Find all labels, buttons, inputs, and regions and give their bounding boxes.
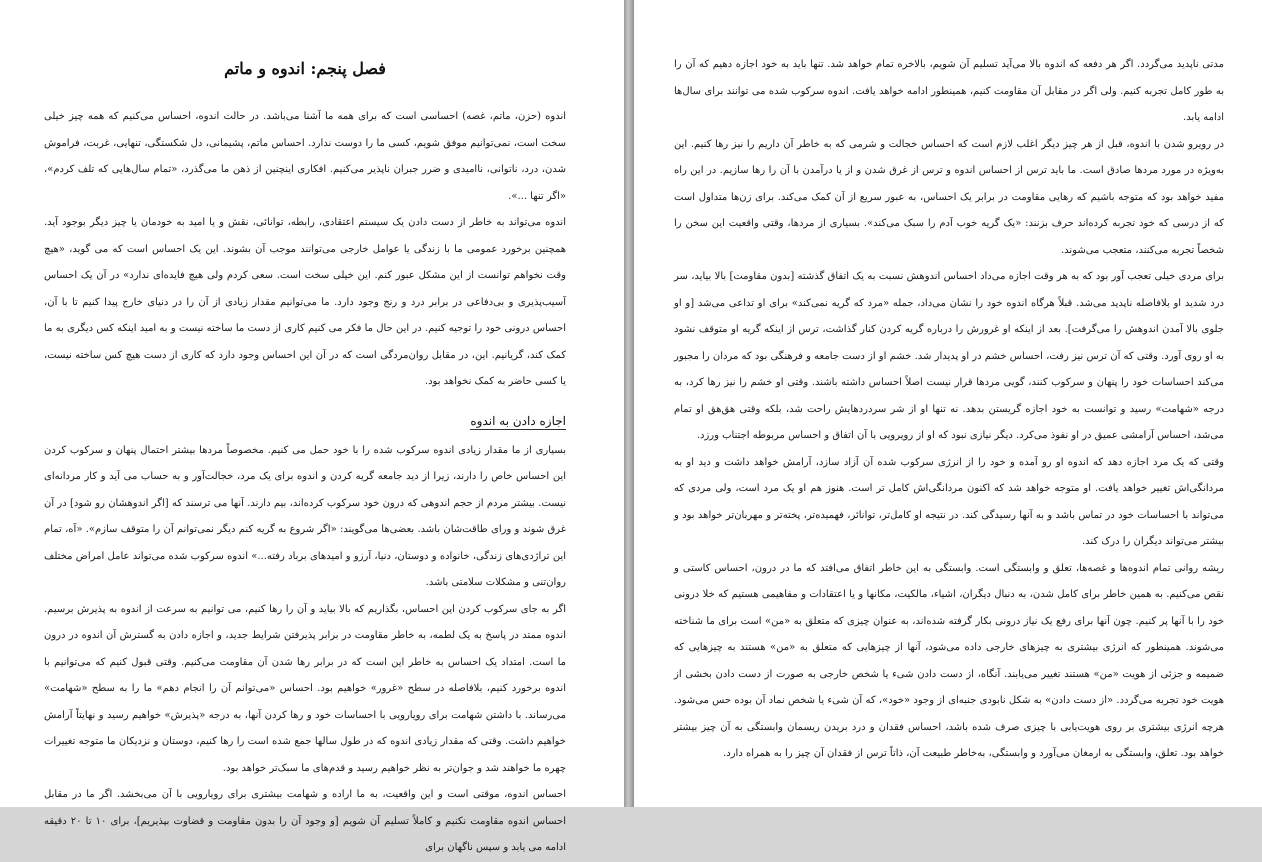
section-heading	[44, 408, 566, 434]
paragraph: ریشه روانی تمام اندوه‌ها و غصه‌ها، تعلق و وابستگی است. وابستگی به این خاطر اتفاق می‌افتد که ما در درون، احساس کاستی و نقص می‌کنیم. به همین خاطر برای کامل شدن، به دنبال دیگران، اشیاء، مالکیت، مکانها و یا اعتقادات و مفاهیمی هستیم که خلا درونی خود را با آنها پر کنیم. چون آنها برای رفع یک نیاز درونی بکار گرفته شده‌اند، به عنوان چیزی که متعلق به «من» است برای ما شناخته می‌شوند. همینطور که انرژی بیشتری به چیزهای خارجی داده می‌شود، آنها از چیزهایی که متعلق به «من» هستند به چیزهایی که ضمیمه و جزئی از هویت «من» هستند تغییر می‌یابند. آنگاه، از دست دادن شیء یا شخص خارجی به صورت از دست دادن بخشی از هویت خود تجربه می‌گردد. «از دست دادن» به شکل نابودی جنبه‌ای از وجود «خود»، که آن شیء یا شخص نماد آن بوده حس می‌شود. هرچه انرژی بیشتری بر روی هویت‌یابی با چیزی صرف شده باشد، احساس فقدان و درد بریدن ریسمان وابستگی به آن چیز بیشتر خواهد بود. تعلق، وابستگی به ارمغان می‌آورد و وابستگی، به‌خاطر طبیعت آن، ذاتاً ترس از فقدان آن چیز را به همراه دارد.	[674, 562, 1224, 759]
paragraph: وقتی که یک مرد اجازه دهد که اندوه او رو آمده و خود را از انرژی سرکوب شده آن آزاد سازد، آرامش خواهد داشت و دید او به مردانگی‌اش تغییر خواهد یافت. او متوجه خواهد شد که اکنون مردانگی‌اش کامل تر است. هنوز هم او یک مرد است، ولی مردی که می‌تواند با احساسات خود در تماس باشد و به آنها رسیدگی کند. در نتیجه او کامل‌تر، توانائر، فهمیده‌تر، پخته‌تر و مهربان‌تر خواهد بود و بیشتر می‌تواند دیگران را درک کند.	[674, 456, 1224, 547]
paragraph: احساس اندوه، موقتی است و این واقعیت، به ما اراده و شهامت بیشتری برای رویارویی با آن می‌بخشد. اگر ما در مقابل احساس اندوه مقاومت نکنیم و کاملاً تسلیم آن شویم [و وجود آن را بدون مقاومت و قضاوت بپذیریم]، برای ۱۰ تا ۲۰ دقیقه ادامه می یابد و سپس ناگهان برای	[44, 789, 566, 853]
chapter-title: فصل پنجم: اندوه و ماتم	[224, 59, 386, 78]
left-page	[0, 0, 624, 853]
page-gutter	[624, 0, 634, 807]
paragraph: برای مردی خیلی تعجب آور بود که به هر وقت اجازه می‌داد احساس اندوهش نسبت به یک اتفاق گذشته [بدون مقاومت] بالا بیاید، سر درد شدید او بلافاصله ناپدید می‌شد. قبلاً هرگاه اندوه خود را نشان می‌داد، جمله «مرد که گریه نمی‌کند» برای او تداعی می‌شد [و او جلوی بالا آمدن اندوهش را می‌گرفت]. بعد از اینکه او غرورش را درباره گریه کردن کنار گذاشت، ترس از اینکه گریه او متوقف نشود به او روی آورد. وقتی که آن ترس نیز رفت، احساس خشم در او پدیدار شد. خشم او از دست جامعه و فرهنگی بود که مردان را مجبور می‌کند احساسات خود را پنهان و سرکوب کنند، گویی مردها قرار نیست اصلاً احساس داشته باشند. وقتی او خشم را نیز رها کرد، به درجه «شهامت» رسید و توانست به خود اجازه گریستن بدهد. نه تنها او از شر سردردهایش راحت شد، بلکه وقتی هق‌هق او تمام می‌شد، احساس آرامشی عمیق در او نفوذ می‌کرد. دیگر نیازی نبود که او از رویرویی با آن اتفاق و احساس مربوطه اجتناب ورزد.	[674, 271, 1224, 441]
paragraph: اندوه می‌تواند به خاطر از دست دادن یک سیستم اعتقادی، رابطه، توانائی، نقش و یا امید به خودمان یا چیز دیگر بوجود آید. همچنین برخورد عمومی ما با زندگی یا عوامل خارجی می‌توانند موجب آن بشوند. این یک احساس است که می گوید، «هیچ وقت نخواهم توانست از این مشکل عبور کنم. این خیلی سخت است. سعی کردم ولی هیچ فایده‌ای ندارد» در آن یک احساس آسیب‌پذیری و بی‌دفاعی در برابر درد و رنج وجود دارد. ما می‌توانیم مقدار زیادی از آن را در دنیای خارج پیدا کنیم تا با آن، احساس درونی خود را توجیه کنیم. در این حال ما فکر می کنیم کاری از دست ما ساخته نیست و به امید اینکه کس دیگری به ما کمک کند، گریانیم. این، در مقابل روان‌مردگی است که در آن این احساس وجود دارد که کاری از دست هیچ کس ساخته نیست، یا کسی حاضر به کمک نخواهد بود.	[44, 217, 567, 387]
right-page	[634, 0, 1262, 807]
paragraph: مدتی ناپدید می‌گردد. اگر هر دفعه که اندوه بالا می‌آید تسلیم آن شویم، بالاخره تمام خواهد شد. تنها باید به خود اجازه دهیم که آن را به طور کامل تجربه کنیم. ولی اگر در مقابل آن مقاومت کنیم، همینطور ادامه خواهد یافت. اندوه سرکوب شده می توانند برای سال‌ها ادامه یابد.	[674, 59, 1224, 123]
paragraph: در رویرو شدن با اندوه، قبل از هر چیز دیگر اغلب لازم است که احساس خجالت و شرمی که به خاطر آن داریم را نیز رها کنیم. این به‌ویژه در مورد مردها صادق است. ما باید ترس از احساس اندوه و ترس از غرق شدن و از یا درآمدن با آن را رها سازیم. در این راه مفید خواهد بود که متوجه باشیم که رهایی مقاومت در برابر یک احساس، به عبور سریع از آن کمک می‌کند. برای زن‌ها متداول است که از درسی که خود تجربه کرده‌اند حرف بزنند: «یک گریه خوب آدم را سبک می‌کند». بسیاری از مردها، وقتی واقعیت این سخن را شخصاً تجربه می‌کنند، متعجب می‌شوند.	[674, 138, 1224, 256]
section-heading-text: اجازه دادن به اندوه	[470, 413, 566, 428]
paragraph: اگر به جای سرکوب کردن این احساس، بگذاریم که بالا بیاید و آن را رها کنیم، می توانیم به سرعت از اندوه به پذیرش برسیم. اندوه ممتد در پاسخ به یک لطمه، به خاطر مقاومت در برابر پذیرفتن شرایط جدید، و اجازه دادن به گسترش آن اندوه در درون ما است. امتداد یک احساس به خاطر این است که در برابر رها شدن آن مقاومت می‌کنیم. وقتی قبول کنیم که می‌توانیم با اندوه برخورد کنیم، بلافاصله در سطح «غرور» خواهیم بود. احساس «می‌توانم آن را انجام دهم» ما را به سطح «شهامت» می‌رساند. با داشتن شهامت برای رویارویی با احساسات خود و رها کردن آنها، به درجه «پذیرش» خواهیم رسید و نهایتاً آرامش خواهیم داشت. وقتی که مقدار زیادی اندوه که در طول سالها جمع شده است را رها کنیم، دوستان و نزدیکان ما متوجه تغییرات چهره ما خواهند شد و جوان‌تر به نظر خواهیم رسید و قدم‌های ما سبک‌تر خواهد بود.	[44, 603, 566, 774]
paragraph: اندوه (حزن، ماتم، غصه) احساسی است که برای همه ما آشنا می‌باشد. در حالت اندوه، احساس می‌کنیم که همه چیز خیلی سخت است، نمی‌توانیم موفق شویم، کسی ما را دوست ندارد. احساس ماتم، پشیمانی، دل شکستگی، تنهایی، غربت، فراموش شدن، درد، ناتوانی، ناامیدی و ضرر جبران ناپذیر می‌کنیم. افکاری اینچنین از ذهن ما می‌گذرد، «تمام سال‌هایی که تلف کردم»، «اگر تنها ...».	[44, 111, 566, 202]
paragraph: بسیاری از ما مقدار زیادی اندوه سرکوب شده را با خود حمل می کنیم. مخصوصاً مردها بیشتر احتمال پنهان و سرکوب کردن این احساس خاص را دارند، زیرا از دید جامعه گریه کردن و اندوه برای یک مرد، خجالت‌آور و به حساب می آید و کار مردانه‌ای نیست. بیشتر مردم از حجم اندوهی که درون خود سرکوب کرده‌اند، بیم دارند. آنها می ترسند که [اگر اندوهشان رو شود] در آن غرق شوند و ورای طاقت‌شان باشد. بعضی‌ها می‌گویند: «اگر شروع به گریه کنم دیگر نمی‌توانم آن را متوقف سازم». «آه، تمام این تراژدی‌های زندگی، خانواده و دوستان، دنیا، آرزو و امیدهای برباد رفته...» اندوه سرکوب شده می‌تواند عامل امراض مختلف روان‌تنی و مشکلات سلامتی باشد.	[44, 444, 566, 588]
